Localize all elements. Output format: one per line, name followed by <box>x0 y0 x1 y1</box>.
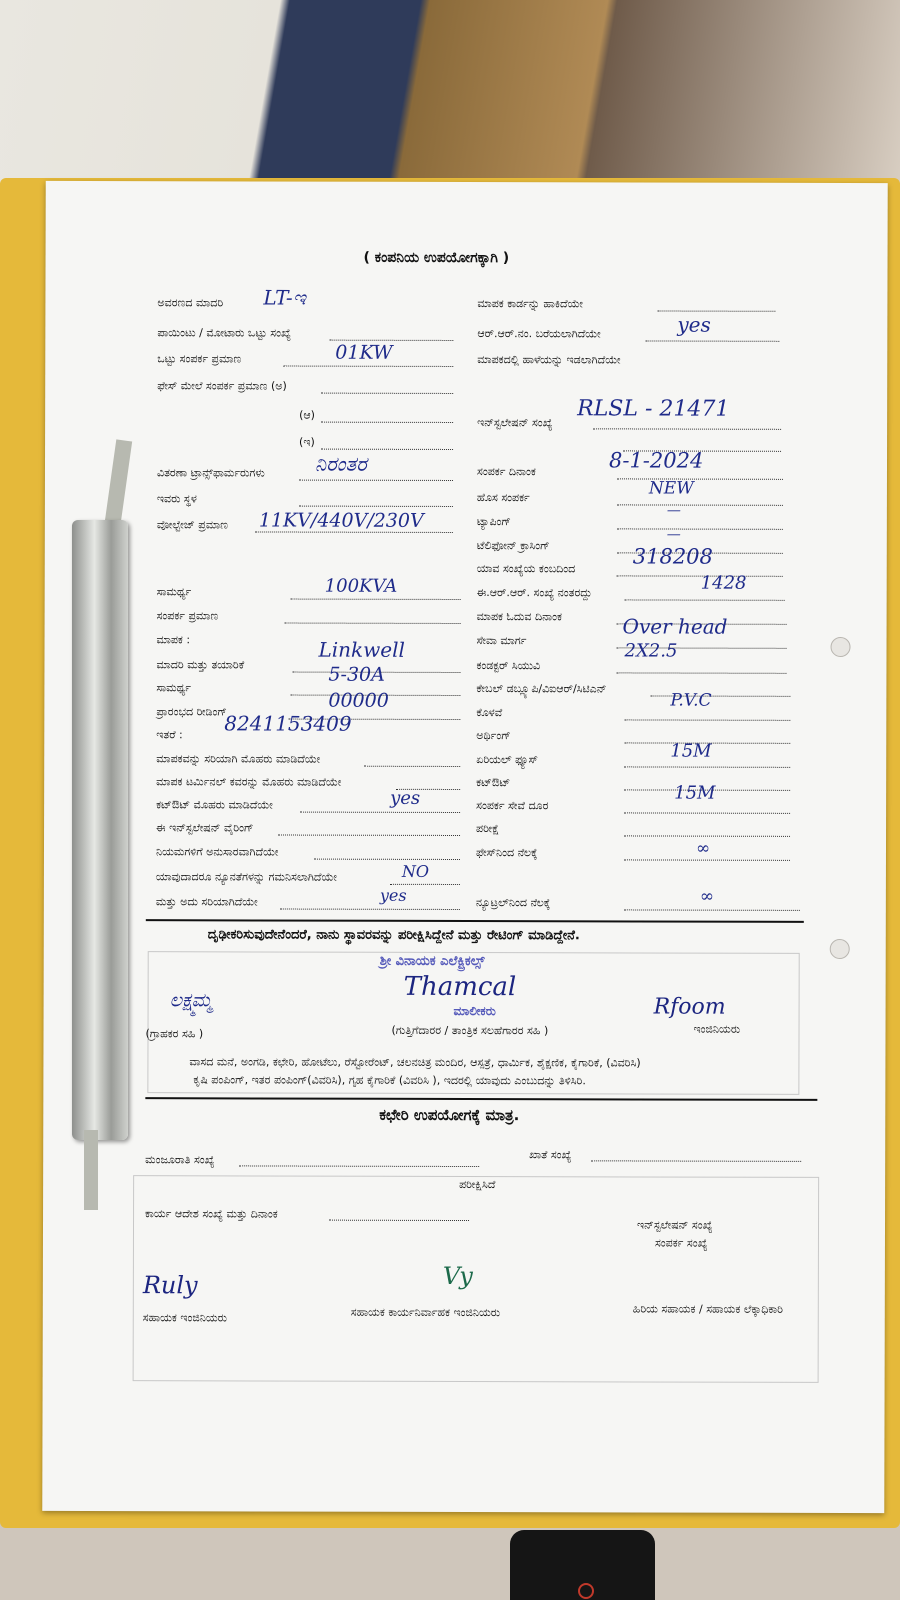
field-label: ಪರೀಕ್ಷೆ <box>476 822 500 836</box>
stamp-subtitle: ಮಾಲೀಕರು <box>453 1003 496 1019</box>
field-value: 11KV/440V/230V <box>258 509 424 532</box>
ae-signature-icon: Ruly <box>142 1271 198 1300</box>
blank-line <box>291 599 461 600</box>
blank-line <box>278 835 460 836</box>
power-icon <box>578 1583 594 1599</box>
accounts-officer-label: ಹಿರಿಯ ಸಹಾಯಕ / ಸಹಾಯಕ ಲೆಕ್ಕಾಧಿಕಾರಿ <box>632 1302 783 1316</box>
contractor-stamp: ಶ್ರೀ ವಿನಾಯಕ ಎಲೆಕ್ಟ್ರಿಕಲ್ಸ್ <box>379 953 485 970</box>
field-label: ಸೇವಾ ಮಾರ್ಗ <box>476 634 527 648</box>
field-label: ಅವರಣದ ಮಾದರಿ <box>157 296 224 310</box>
field-value: 100KVA <box>324 575 398 597</box>
field-value: 00000 <box>328 689 389 712</box>
field-label: ಇವರು ಸ್ಥಳ <box>156 492 197 506</box>
installation-number-label: ಇನ್‌ಸ್ಟಲೇಷನ್ ಸಂಖ್ಯೆ <box>636 1218 713 1232</box>
blank-line <box>593 428 781 429</box>
blank-line <box>591 1160 801 1162</box>
blank-line <box>285 623 461 624</box>
field-value: 8241153409 <box>224 711 352 736</box>
blank-line <box>624 909 800 910</box>
field-label: ಯಾವ ಸಂಖ್ಯೆಯ ಕಂಬದಿಂದ <box>476 562 576 576</box>
field-label: ಮಾಪಕ ಕಾರ್ಡನ್ನು ಹಾಕಿದೆಯೇ <box>477 297 584 311</box>
field-label: ಕಟ್‌ಔಟ್ <box>476 776 511 790</box>
field-label: (ಆ) <box>299 408 315 422</box>
field-label: ಇನ್‌ಸ್ಟಲೇಷನ್ ಸಂಖ್ಯೆ <box>477 416 553 430</box>
field-label: ಮಾಪಕ ಓದುವ ದಿನಾಂಕ <box>476 610 562 624</box>
form-title: ( ಕಂಪನಿಯ ಉಪಯೋಗಕ್ಕಾಗಿ ) <box>363 249 510 267</box>
consumer-signature-icon: ಲಕ್ಷ್ಮಮ್ಮ <box>169 989 213 1012</box>
blank-line <box>624 766 790 767</box>
field-label: ಸಂಪರ್ಕ ಪ್ರಮಾಣ <box>156 609 219 623</box>
field-label: ಪಾಯಿಂಟು / ಮೋಟಾರು ಒಟ್ಟು ಸಂಖ್ಯೆ <box>157 326 292 340</box>
blank-line <box>624 719 790 720</box>
field-label: ಸಾಮರ್ಥ್ಯ <box>156 585 192 599</box>
field-label: ಕಂಡಕ್ಟರ್ ಸಿಯುವಿ <box>476 659 541 673</box>
blank-line <box>624 859 790 860</box>
blank-line <box>616 672 786 673</box>
form-sheet <box>42 181 887 1513</box>
background-papers <box>0 0 900 200</box>
field-label: ಸಾಮರ್ಥ್ಯ <box>156 681 191 695</box>
blank-line <box>321 422 453 423</box>
blank-line <box>624 835 790 836</box>
field-value: ∞ <box>699 886 715 907</box>
field-label: ಟ್ಯಾಪಿಂಗ್ <box>476 515 511 529</box>
blank-line <box>299 506 453 507</box>
field-label: ವೋಲ್ಟೇಜ್ ಪ್ರಮಾಣ <box>156 518 228 532</box>
blank-line <box>314 859 460 860</box>
blank-line <box>657 311 775 312</box>
checked-label: ಪರೀಕ್ಷಿಸಿದೆ <box>459 1177 496 1192</box>
field-label: ಸಂಪರ್ಕ ಸೇವೆ ದೂರ <box>476 799 549 813</box>
field-value: Linkwell <box>318 637 405 662</box>
field-label: ಕೇಬಲ್ ಡಬ್ಲ್ಯೂಪಿ/ವಿಐಆರ್/ಸಿಟಿಎನ್ <box>476 682 607 696</box>
divider <box>146 919 804 923</box>
blank-line <box>617 478 783 479</box>
aee-signature-icon: Vy <box>442 1261 473 1291</box>
field-value: Over head <box>622 614 728 639</box>
category-line-1: ವಾಸದ ಮನೆ, ಅಂಗಡಿ, ಕಛೇರಿ, ಹೋಟೆಲು, ರೆಸ್ಟೋರೆಂಟ್, ಚಲನಚಿತ್ರ ಮಂದಿರ, ಆಸ್ಪತ್ರೆ, ಧಾರ್ಮಿಕ, ಶೈಕ್ಷಣಿಕ, ಕೈಗಾರಿಕೆ, (ವಿವರಿಸಿ) <box>189 1055 641 1070</box>
sanction-number-label: ಮಂಜೂರಾತಿ ಸಂಖ್ಯೆ <box>145 1153 215 1167</box>
work-order-label: ಕಾರ್ಯ ಆದೇಶ ಸಂಖ್ಯೆ ಮತ್ತು ದಿನಾಂಕ <box>145 1207 278 1221</box>
blank-line <box>321 449 453 450</box>
field-label: ಫೇಸ್‌ನಿಂದ ನೆಲಕ್ಕೆ <box>475 846 538 860</box>
field-value: NO <box>401 861 430 881</box>
engineer-label: ಇಂಜಿನಿಯರು <box>693 1022 741 1036</box>
background-table <box>0 1520 900 1600</box>
field-label: ಮಾಪಕ : <box>156 633 191 647</box>
field-value: 01KW <box>335 341 393 364</box>
field-label: ಒಟ್ಟು ಸಂಪರ್ಕ ಪ್ರಮಾಣ <box>157 352 242 366</box>
field-value: ನಿರಂತರ <box>314 451 367 476</box>
punch-hole-icon <box>830 637 850 657</box>
field-value: — <box>666 526 681 543</box>
divider <box>145 1097 817 1101</box>
account-number-label: ಖಾತೆ ಸಂಖ್ಯೆ <box>529 1148 572 1162</box>
assistant-engineer-label: ಸಹಾಯಕ ಇಂಜಿನಿಯರು <box>142 1311 227 1325</box>
field-value: 15M <box>670 740 712 762</box>
contractor-signature-label: (ಗುತ್ತಿಗೆದಾರರ / ತಾಂತ್ರಿಕ ಸಲಹೆಗಾರರ ಸಹಿ ) <box>391 1023 549 1038</box>
field-label: ಮಾಪಕವನ್ನು ಸರಿಯಾಗಿ ಮೊಹರು ಮಾಡಿದೆಯೇ <box>156 752 321 766</box>
field-label: ಈ ಇನ್‌ಸ್ಟಲೇಷನ್ ವೈರಿಂಗ್ <box>156 821 254 835</box>
field-label: ಕೊಳವೆ <box>476 706 503 720</box>
category-line-2: ಕೃಷಿ ಪಂಪಿಂಗ್, ಇತರ ಪಂಪಿಂಗ್(ವಿವರಿಸಿ), ಗೃಹ ಕೈಗಾರಿಕೆ (ವಿವರಿಸಿ ), ಇದರಲ್ಲಿ ಯಾವುದು ಎಂಬುದನ್ನು ತಿಳಿಸಿರಿ. <box>193 1073 586 1088</box>
field-value: — <box>666 502 681 519</box>
field-label: ನಿಯಮಗಳಿಗೆ ಅನುಸಾರವಾಗಿದೆಯೇ <box>155 845 279 859</box>
field-label: ಯಾವುದಾದರೂ ನ್ಯೂನತೆಗಳನ್ನು ಗಮನಿಸಲಾಗಿದೆಯೇ <box>155 870 337 884</box>
blank-line <box>617 504 783 505</box>
certification-text: ದೃಢೀಕರಿಸುವುದೇನೆಂದರೆ, ನಾನು ಸ್ಥಾವರವನ್ನು ಪರೀಕ್ಷಿಸಿದ್ದೇನೆ ಮತ್ತು ರೇಟಿಂಗ್ ಮಾಡಿದ್ದೇನೆ. <box>207 927 580 944</box>
field-label: ಪ್ರಾರಂಭದ ರೀಡಿಂಗ್ <box>156 705 227 719</box>
contractor-signature-icon: Thamcal <box>403 971 517 1003</box>
field-label: ಮಾಪಕದಲ್ಲಿ ಹಾಳೆಯನ್ನು ಇಡಲಾಗಿದೆಯೇ <box>477 353 621 367</box>
blank-line <box>364 766 460 767</box>
engineer-signature-icon: Rfoom <box>653 994 726 1020</box>
field-value: yes <box>390 787 421 809</box>
blank-line <box>280 909 460 910</box>
assistant-executive-engineer-label: ಸಹಾಯಕ ಕಾರ್ಯನಿರ್ವಾಹಕ ಇಂಜಿನಿಯರು <box>350 1305 501 1320</box>
field-label: ವಿತರಣಾ ಟ್ರಾನ್ಸ್‌ಫಾರ್ಮರುಗಳು <box>156 466 265 480</box>
field-label: ಆರ್.ಆರ್.ನಂ. ಬರೆಯಲಾಗಿದೆಯೇ <box>477 327 601 341</box>
blank-line <box>239 1165 479 1167</box>
field-label: ಹೊಸ ಸಂಪರ್ಕ <box>476 491 530 505</box>
field-value: NEW <box>648 478 694 499</box>
blank-line <box>283 366 453 367</box>
field-value: LT-ಇ <box>263 285 306 310</box>
office-use-title: ಕಛೇರಿ ಉಪಯೋಗಕ್ಕೆ ಮಾತ್ರ. <box>379 1105 520 1125</box>
blank-line <box>645 340 779 341</box>
field-label: ಮಾಪಕ ಟರ್ಮಿನಲ್ ಕವರನ್ನು ಮೊಹರು ಮಾಡಿದೆಯೇ <box>156 775 342 789</box>
field-label: ಕಟ್‌ಔಟ್ ಮೊಹರು ಮಾಡಿದೆಯೇ <box>156 798 273 812</box>
field-value: 15M <box>674 782 716 804</box>
field-value: 5-30A <box>328 663 385 686</box>
field-label: ಫೇಸ್ ಮೇಲೆ ಸಂಪರ್ಕ ಪ್ರಮಾಣ (ಅ) <box>157 379 287 393</box>
field-value: 1428 <box>700 572 747 594</box>
blank-line <box>625 599 785 600</box>
consumer-signature-label: (ಗ್ರಾಹಕರ ಸಹಿ ) <box>145 1027 204 1041</box>
field-label: ಮತ್ತು ಅದು ಸರಿಯಾಗಿದೆಯೇ <box>155 895 258 909</box>
blank-line <box>390 884 460 885</box>
field-value: ∞ <box>695 838 711 859</box>
blank-line <box>321 393 453 394</box>
punch-hole-icon <box>830 939 850 959</box>
field-value: 318208 <box>632 544 713 569</box>
blank-line <box>617 528 783 529</box>
blank-line <box>299 480 453 481</box>
field-label: ಸಂಪರ್ಕ ದಿನಾಂಕ <box>476 465 536 479</box>
field-label: ಮಾದರಿ ಮತ್ತು ತಯಾರಿಕೆ <box>156 658 245 672</box>
blank-line <box>617 575 783 576</box>
field-label: ಏರಿಯಲ್ ಫ್ಯೂಸ್ <box>476 753 538 767</box>
office-use-box <box>133 1175 820 1383</box>
blank-line <box>624 812 790 813</box>
binder-clip-tail-icon <box>84 1130 98 1210</box>
binder-clip-icon <box>72 520 128 1140</box>
field-label: ಅರ್ಥಿಂಗ್ <box>476 729 511 743</box>
field-label: ಈ.ಆರ್.ಆರ್. ಸಂಖ್ಯೆ ನಂತರದ್ದು <box>476 586 592 600</box>
field-value: RLSL - 21471 <box>577 396 730 422</box>
connection-number-label: ಸಂಪರ್ಕ ಸಂಖ್ಯೆ <box>654 1236 708 1250</box>
field-label: (ಇ) <box>299 435 315 449</box>
blank-line <box>300 812 460 813</box>
field-label: ಇತರೆ : <box>156 728 183 742</box>
field-label: ಟೆಲಿಫೋನ್ ಕ್ರಾಸಿಂಗ್ <box>476 539 550 553</box>
field-value: yes <box>677 312 711 337</box>
field-value: yes <box>379 885 407 905</box>
field-value: 8-1-2024 <box>608 448 704 473</box>
field-label: ನ್ಯೂಟ್ರಲ್‌ನಿಂದ ನೆಲಕ್ಕೆ <box>475 896 551 910</box>
field-value: P.V.C <box>670 690 712 711</box>
field-value: 2X2.5 <box>624 640 678 662</box>
